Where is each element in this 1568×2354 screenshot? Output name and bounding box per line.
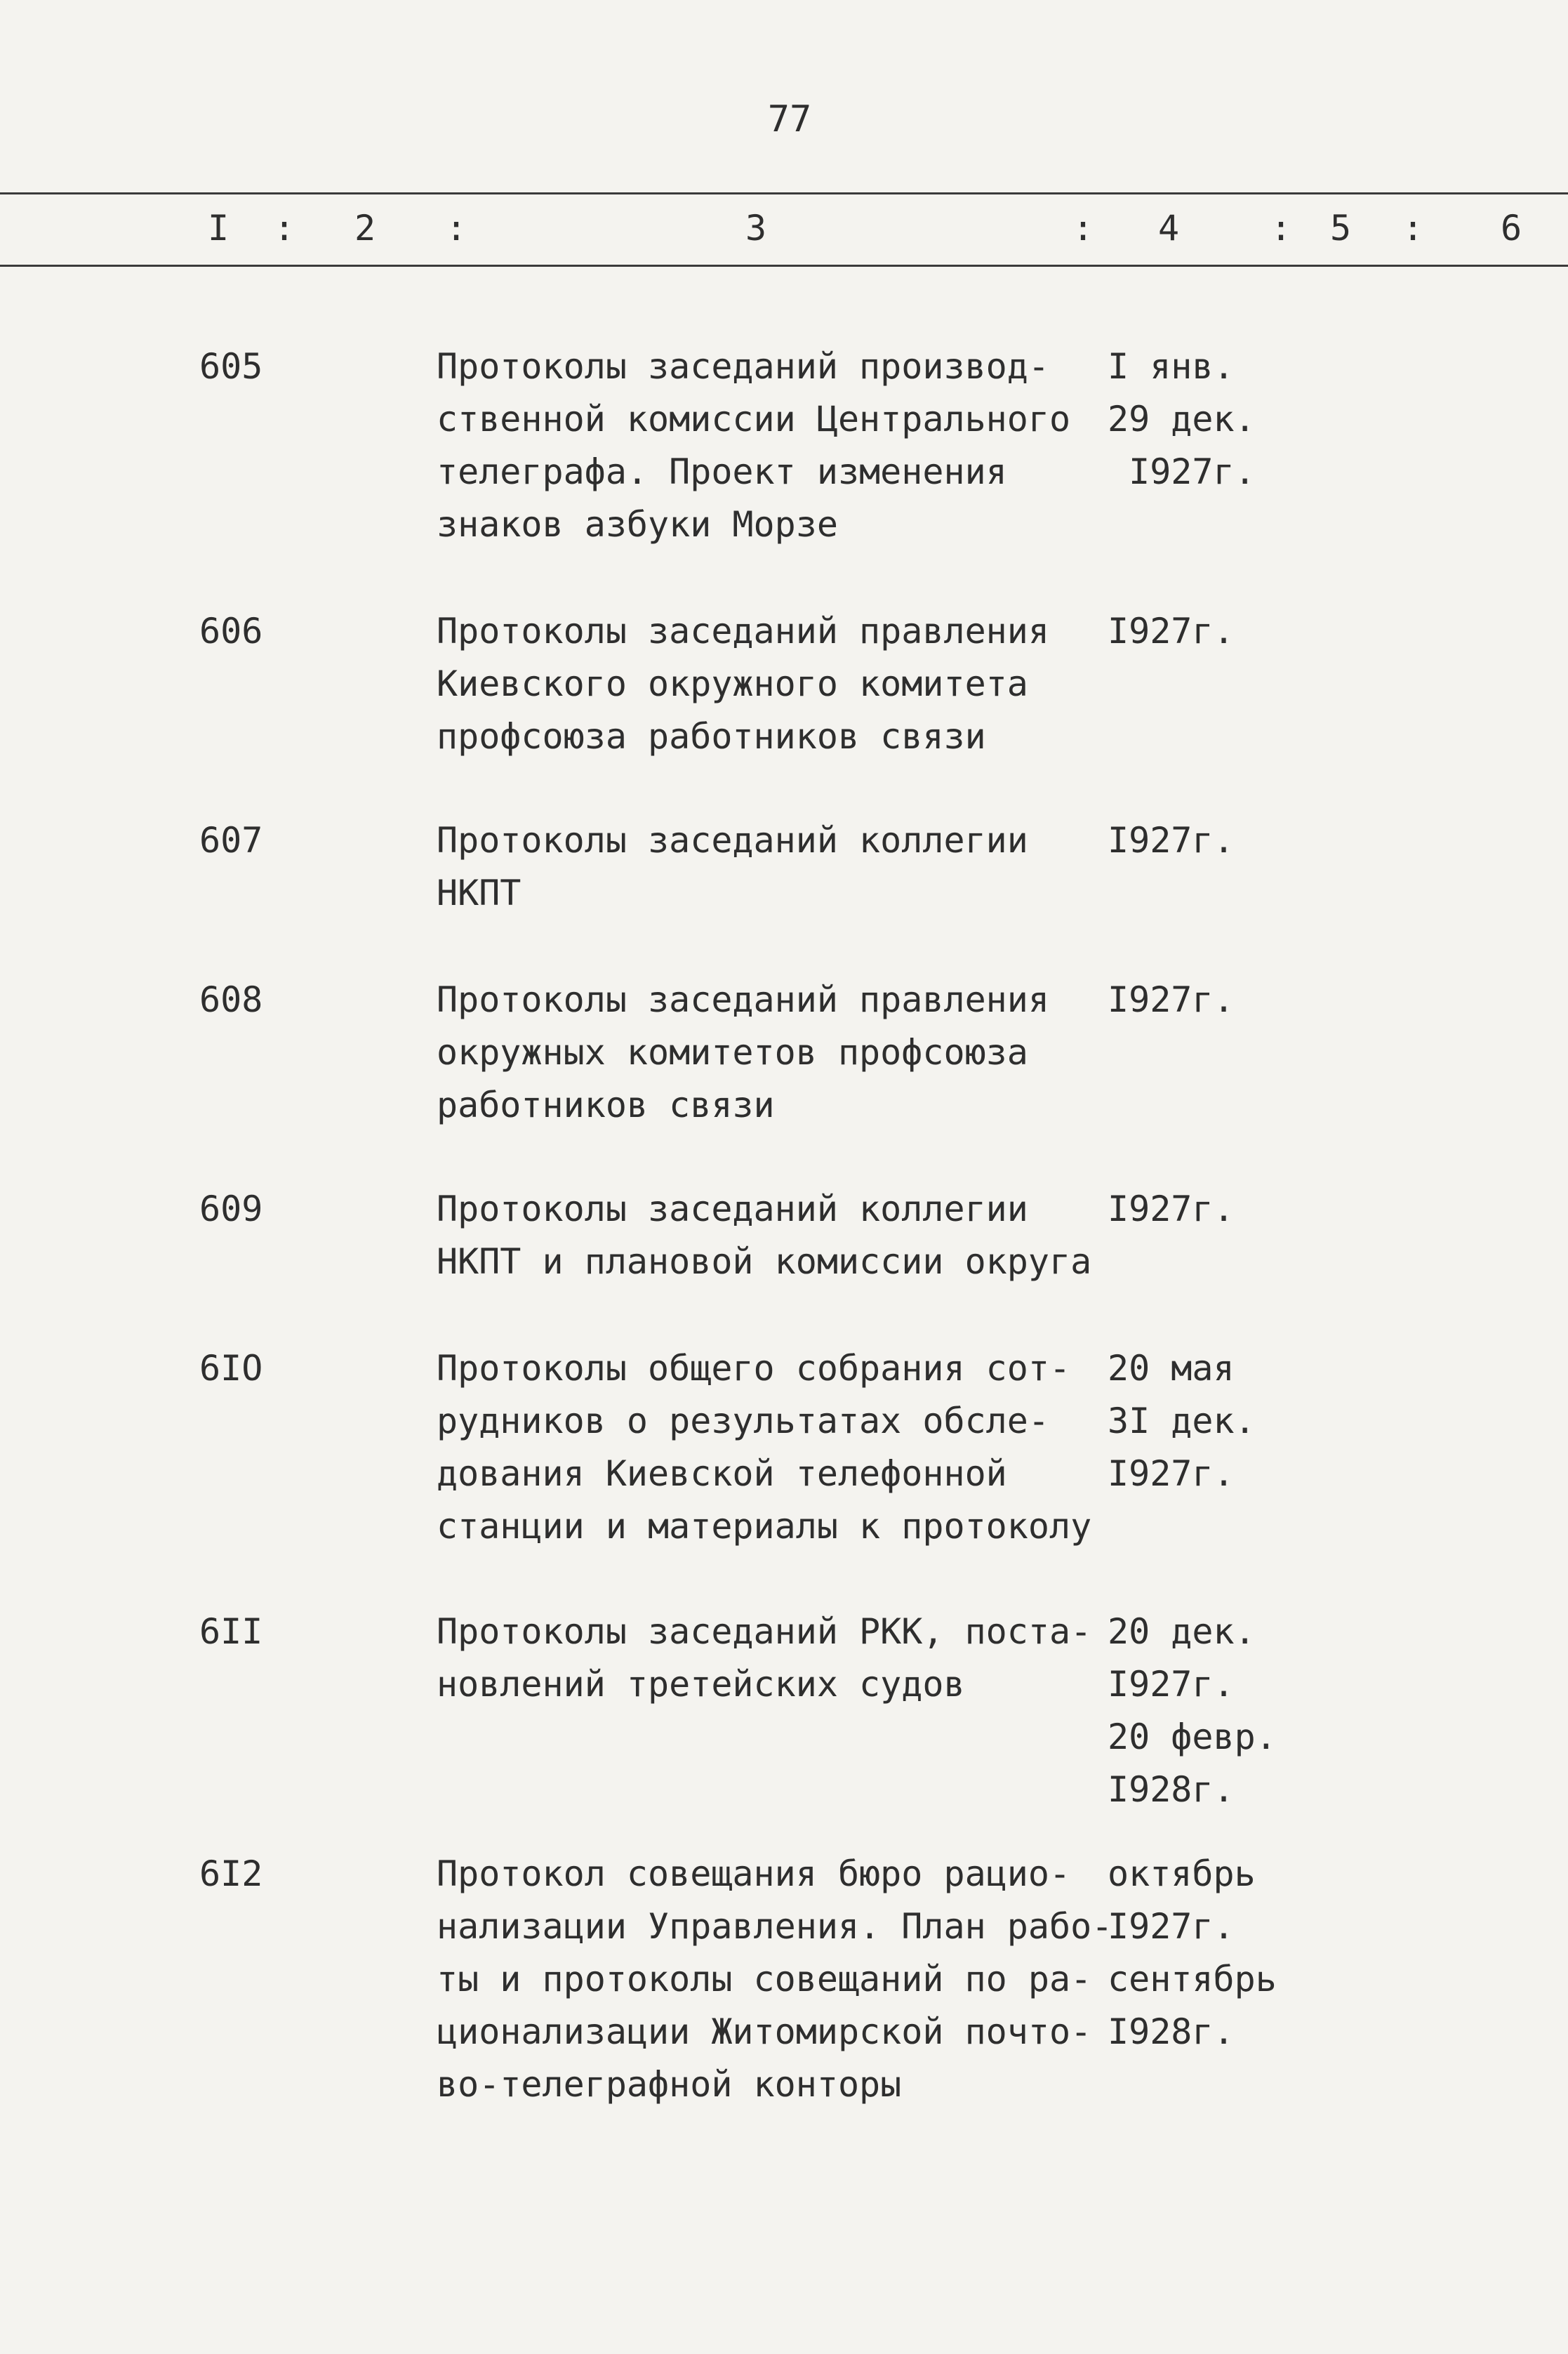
entry-date-line: I928г. (1108, 1769, 1235, 1810)
entry-date-line: октябрь (1108, 1853, 1256, 1894)
column-separator: : (446, 208, 467, 249)
entry-dates (1108, 974, 1402, 1026)
entry-title-line: рудников о результатах обсле- (437, 1401, 1049, 1441)
column-separator: : (1402, 208, 1424, 249)
entry-number: 607 (199, 820, 263, 861)
entry-dates (1108, 1848, 1402, 2058)
column-header-4: 4 (1158, 208, 1180, 249)
entry-title-line: окружных комитетов профсоюза (437, 1032, 1028, 1073)
entry-title-line: НКПТ и плановой комиссии округа (437, 1241, 1092, 1282)
entry-date-line: 20 мая (1108, 1348, 1235, 1389)
entry-title-line: профсоюза работников связи (437, 716, 986, 757)
entry-number: 6II (199, 1611, 263, 1652)
entry-title (437, 974, 1103, 1132)
page-number: 77 (767, 98, 812, 140)
entry-title-line: дования Киевской телефонной (437, 1453, 1007, 1494)
entry-title-line: Протоколы заседаний правления (437, 979, 1049, 1020)
entry-dates (1108, 814, 1402, 867)
entry-date-line: I927г. (1108, 820, 1235, 861)
entry-title-line: ционализации Житомирской почто- (437, 2011, 1092, 2052)
column-header-6: 6 (1501, 208, 1522, 249)
column-header-3: 3 (745, 208, 767, 249)
entry-title (437, 814, 1103, 920)
entry-title (437, 1342, 1103, 1553)
entry-title-line: работников связи (437, 1085, 775, 1125)
entry-date-line: I928г. (1108, 2011, 1235, 2052)
entry-title-line: НКПТ (437, 873, 521, 913)
entry-title-line: Киевского окружного комитета (437, 663, 1028, 704)
entry-title-line: Протоколы заседаний коллегии (437, 1189, 1028, 1229)
entry-title-line: ты и протоколы совещаний по ра- (437, 1959, 1092, 1999)
entry-date-line: 3I дек. (1108, 1401, 1256, 1441)
entry-title (437, 340, 1103, 551)
entry-number: 605 (199, 346, 263, 387)
entry-date-line: 20 дек. (1108, 1611, 1256, 1652)
entry-dates (1108, 340, 1402, 498)
entry-date-line: I927г. (1108, 1453, 1235, 1494)
entry-title-line: Протокол совещания бюро рацио- (437, 1853, 1071, 1894)
entry-number: 609 (199, 1189, 263, 1229)
column-header-2: 2 (354, 208, 376, 249)
column-separator: : (1072, 208, 1094, 249)
entry-dates (1108, 1342, 1402, 1500)
entry-date-line: сентябрь (1108, 1959, 1277, 1999)
entry-number: 6IO (199, 1348, 263, 1389)
column-header-1: I (208, 208, 230, 249)
entry-title-line: во-телеграфной конторы (437, 2064, 902, 2105)
entry-title-line: знаков азбуки Морзе (437, 504, 838, 545)
entry-title-line: Протоколы заседаний правления (437, 611, 1049, 652)
column-separator: : (1270, 208, 1292, 249)
entry-dates (1108, 1183, 1402, 1236)
entry-title-line: станции и материалы к протоколу (437, 1506, 1092, 1547)
entry-date-line: I927г. (1108, 1189, 1235, 1229)
entry-date-line: I927г. (1108, 451, 1256, 492)
header-top-rule (0, 192, 1568, 194)
entry-number: 6I2 (199, 1853, 263, 1894)
entry-dates (1108, 1606, 1402, 1816)
entry-date-line: I927г. (1108, 611, 1235, 652)
column-separator: : (274, 208, 295, 249)
entry-title-line: нализации Управления. План рабо- (437, 1906, 1113, 1947)
entry-title-line: Протоколы заседаний РКК, поста- (437, 1611, 1092, 1652)
entry-date-line: 29 дек. (1108, 399, 1256, 439)
entry-title-line: Протоколы заседаний производ- (437, 346, 1049, 387)
entry-title-line: Протоколы заседаний коллегии (437, 820, 1028, 861)
entry-number: 608 (199, 979, 263, 1020)
entry-title (437, 605, 1103, 763)
entry-title-line: новлений третейских судов (437, 1664, 965, 1705)
entry-title (437, 1848, 1113, 2111)
entry-title-line: Протоколы общего собрания сот- (437, 1348, 1071, 1389)
entry-date-line: I янв. (1108, 346, 1235, 387)
entry-dates (1108, 605, 1402, 658)
header-bottom-rule (0, 265, 1568, 267)
entry-date-line: I927г. (1108, 1664, 1235, 1705)
entry-title (437, 1183, 1103, 1288)
entry-title-line: телеграфа. Проект изменения (437, 451, 1007, 492)
entry-date-line: 20 февр. (1108, 1717, 1277, 1757)
entry-title-line: ственной комиссии Центрального (437, 399, 1071, 439)
column-header-5: 5 (1330, 208, 1352, 249)
entry-title (437, 1606, 1103, 1711)
entry-date-line: I927г. (1108, 1906, 1235, 1947)
entry-date-line: I927г. (1108, 979, 1235, 1020)
entry-number: 606 (199, 611, 263, 652)
